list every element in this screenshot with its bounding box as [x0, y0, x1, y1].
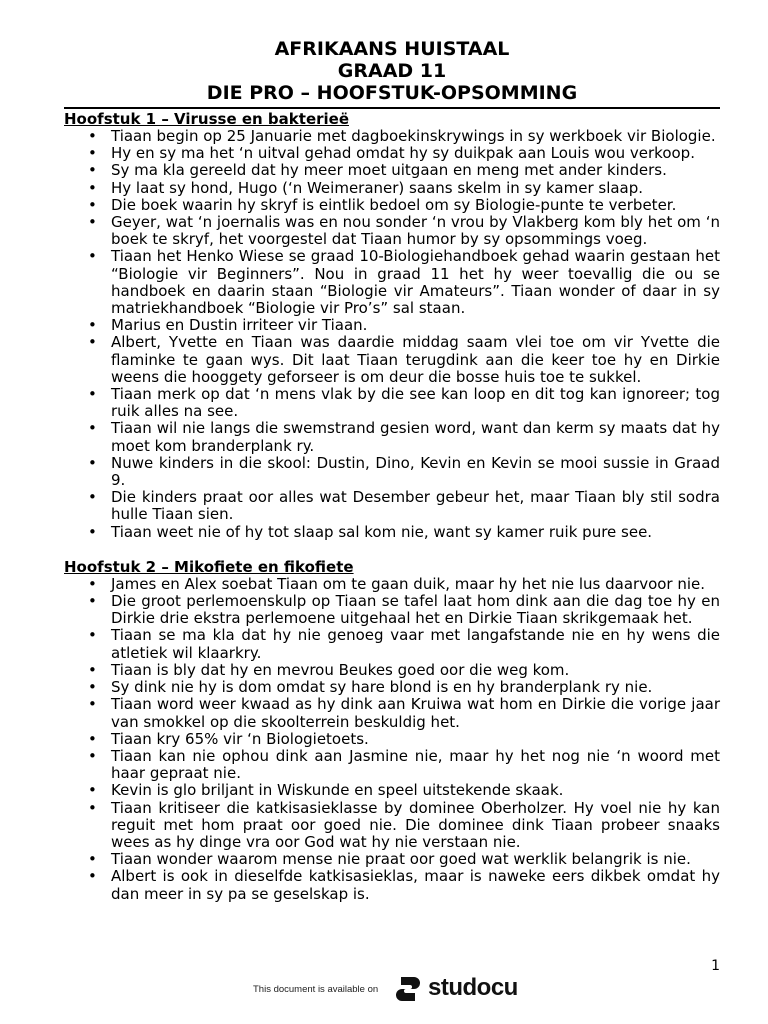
page-number: 1 [711, 958, 720, 974]
summary-list-item: • Tiaan weet nie of hy tot slaap sal kom nie, want sy kamer ruik pure see. [64, 524, 720, 541]
studocu-brand-name: studocu [428, 974, 518, 1001]
summary-list-item: • Albert is ook in dieselfde katkisasieklas, maar is naweke eers dikbek omdat hy dan meer in sy pa se geselskap is. [64, 868, 720, 902]
chapter-2-heading: Hoofstuk 2 – Mikofiete en fikofiete [64, 557, 354, 576]
document-title-line-2: GRAAD 11 [337, 60, 447, 82]
studocu-footer[interactable] [0, 968, 768, 1008]
summary-list-item: • Die boek waarin hy skryf is eintlik bedoel om sy Biologie-punte te verbeter. [64, 197, 720, 214]
summary-list-item: • Nuwe kinders in die skool: Dustin, Dino, Kevin en Kevin se mooi sussie in Graad 9. [64, 455, 720, 489]
summary-list-item: • Sy dink nie hy is dom omdat sy hare blond is en hy branderplank ry nie. [64, 679, 720, 696]
summary-list-item: • Tiaan se ma kla dat hy nie genoeg vaar met langafstande nie en hy wens die atletiek wil klaarkry. [64, 627, 720, 661]
document-title-line-1: AFRIKAANS HUISTAAL [274, 38, 510, 60]
summary-list-item: • Hy en sy ma het ‘n uitval gehad omdat hy sy duikpak aan Louis wou verkoop. [64, 145, 720, 162]
studocu-logo-icon [392, 973, 424, 1005]
summary-list-item: • Tiaan kritiseer die katkisasieklasse by dominee Oberholzer. Hy voel nie hy kan reguit met hom praat oor goed nie. Die dominee dink Tiaan probeer snaaks wees as hy dinge vra oor God wat hy nie verstaan nie. [64, 800, 720, 852]
summary-list-item: • Tiaan het Henko Wiese se graad 10-Biologiehandboek gehad waarin gestaan het “Biologie vir Beginners”. Nou in graad 11 het hy weer toevallig die ou se handboek en daarin staan “Biologie vir Amateurs”. Tiaan wonder of daar in sy matriekhandboek “Biologie vir Pro’s” sal staan. [64, 248, 720, 317]
summary-list-item: • Geyer, wat ‘n joernalis was en nou sonder ‘n vrou by Vlakberg kom bly het om ‘n boek te skryf, het voorgestel dat Tiaan humor by sy opsommings voeg. [64, 214, 720, 248]
summary-list-item: • Tiaan word weer kwaad as hy dink aan Kruiwa wat hom en Dirkie die vorige jaar van smokkel op die skoolterrein beskuldig het. [64, 696, 720, 730]
title-underline-rule [64, 107, 720, 109]
summary-list-item: • Tiaan wonder waarom mense nie praat oor goed wat werklik belangrik is nie. [64, 851, 720, 868]
chapter-1-heading: Hoofstuk 1 – Virusse en bakterieë [64, 110, 349, 128]
chapter-2-summary-list [64, 576, 720, 903]
summary-list-item: • Tiaan merk op dat ‘n mens vlak by die see kan loop en dit tog kan ignoreer; tog ruik alles na see. [64, 386, 720, 420]
footer-availability-text: This document is available on [253, 984, 379, 995]
summary-list-item: • James en Alex soebat Tiaan om te gaan duik, maar hy het nie lus daarvoor nie. [64, 576, 720, 593]
summary-list-item: • Marius en Dustin irriteer vir Tiaan. [64, 317, 720, 334]
summary-list-item: • Hy laat sy hond, Hugo (‘n Weimeraner) saans skelm in sy kamer slaap. [64, 180, 720, 197]
document-title-line-3: DIE PRO – HOOFSTUK-OPSOMMING [206, 82, 578, 104]
summary-list-item: • Tiaan begin op 25 Januarie met dagboekinskrywings in sy werkboek vir Biologie. [64, 128, 720, 145]
summary-list-item: • Die groot perlemoenskulp op Tiaan se tafel laat hom dink aan die dag toe hy en Dirkie drie ekstra perlemoene uitgehaal het en Dirkie Tiaan skrikgemaak het. [64, 593, 720, 627]
summary-list-item: • Sy ma kla gereeld dat hy meer moet uitgaan en meng met ander kinders. [64, 162, 720, 179]
summary-list-item: • Albert, Yvette en Tiaan was daardie middag saam vlei toe om vir Yvette die flaminke te gaan wys. Dit laat Tiaan terugdink aan die keer toe hy en Dirkie weens die hooggety geforseer is om deur die bosse huis toe te sukkel. [64, 334, 720, 386]
chapter-1-summary-list [64, 128, 720, 541]
summary-list-item: • Die kinders praat oor alles wat Desember gebeur het, maar Tiaan bly stil sodra hulle Tiaan sien. [64, 489, 720, 523]
summary-list-item: • Tiaan is bly dat hy en mevrou Beukes goed oor die weg kom. [64, 662, 720, 679]
summary-list-item: • Tiaan kan nie ophou dink aan Jasmine nie, maar hy het nog nie ‘n woord met haar gepraat nie. [64, 748, 720, 782]
document-page [64, 38, 720, 903]
summary-list-item: • Tiaan kry 65% vir ‘n Biologietoets. [64, 731, 720, 748]
summary-list-item: • Tiaan wil nie langs die swemstrand gesien word, want dan kerm sy maats dat hy moet kom branderplank ry. [64, 420, 720, 454]
summary-list-item: • Kevin is glo briljant in Wiskunde en speel uitstekende skaak. [64, 782, 720, 799]
